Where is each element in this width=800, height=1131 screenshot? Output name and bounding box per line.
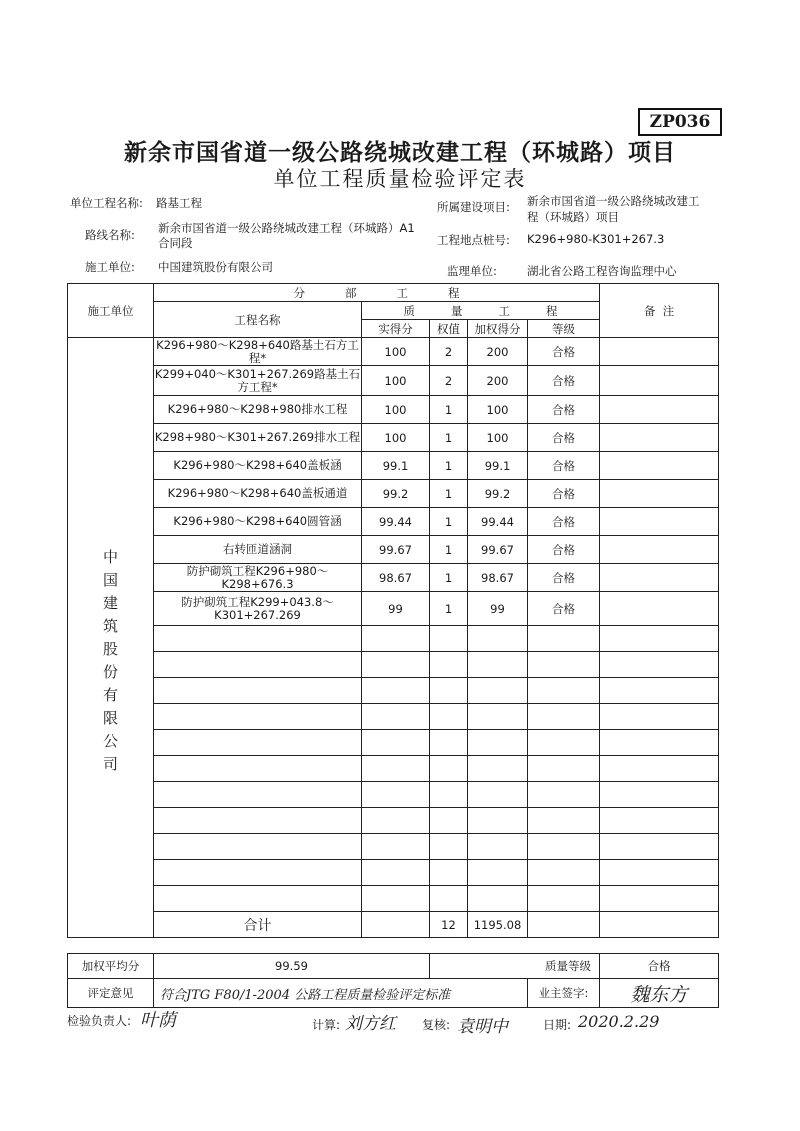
row-remark (600, 396, 719, 424)
empty-cell (600, 652, 719, 678)
row-score: 99 (362, 592, 430, 626)
section-char: 工 (396, 285, 409, 300)
empty-cell (600, 626, 719, 652)
row-remark (600, 564, 719, 592)
company-char: 有 (102, 686, 118, 704)
row-weighted: 200 (468, 338, 528, 366)
opinion-value: 符合JTG F80/1-2004 公路工程质量检验评定标准 (154, 979, 528, 1008)
row-weight: 1 (430, 396, 468, 424)
col-grade: 等级 (528, 320, 600, 338)
row-remark (600, 508, 719, 536)
company-char: 筑 (102, 617, 118, 635)
quality-grade-value: 合格 (600, 954, 719, 979)
row-weight: 2 (430, 338, 468, 366)
row-grade: 合格 (528, 396, 600, 424)
empty-cell (154, 860, 362, 886)
row-grade: 合格 (528, 424, 600, 452)
row-score: 99.67 (362, 536, 430, 564)
quality-table (67, 283, 719, 938)
row-name: 防护砌筑工程K296+980～K298+676.3 (154, 564, 362, 592)
empty-cell (600, 678, 719, 704)
total-grade (528, 912, 600, 938)
col-construction-unit: 施工单位 (68, 284, 154, 338)
company-vertical (68, 338, 154, 938)
empty-cell (154, 704, 362, 730)
empty-cell (430, 860, 468, 886)
weighted-avg-value: 99.59 (154, 954, 430, 979)
empty-cell (600, 834, 719, 860)
empty-cell (468, 860, 528, 886)
total-label: 合计 (154, 912, 362, 938)
empty-cell (528, 756, 600, 782)
row-weight: 1 (430, 480, 468, 508)
empty-cell (468, 808, 528, 834)
empty-cell (430, 808, 468, 834)
company-char: 公 (102, 732, 118, 750)
empty-cell (528, 678, 600, 704)
col-section-header (154, 284, 600, 302)
row-grade: 合格 (528, 480, 600, 508)
quality-grade-label: 质量等级 (430, 954, 600, 979)
row-name: K296+980～K298+640路基土石方工程* (154, 338, 362, 366)
row-remark (600, 424, 719, 452)
empty-cell (468, 730, 528, 756)
empty-cell (600, 730, 719, 756)
empty-cell (468, 704, 528, 730)
empty-cell (362, 756, 430, 782)
empty-cell (430, 652, 468, 678)
col-remarks: 备 注 (600, 284, 719, 338)
empty-cell (600, 756, 719, 782)
route-label: 路线名称: (85, 228, 135, 242)
review-label: 复核: (422, 1018, 451, 1032)
empty-cell (362, 652, 430, 678)
total-weighted: 1195.08 (468, 912, 528, 938)
quality-char: 量 (451, 303, 463, 318)
row-remark (600, 338, 719, 366)
row-remark (600, 366, 719, 396)
construction-unit-label: 施工单位: (85, 260, 135, 274)
company-char: 份 (102, 663, 118, 681)
row-name: K296+980～K298+640圆管涵 (154, 508, 362, 536)
row-grade: 合格 (528, 592, 600, 626)
empty-cell (600, 704, 719, 730)
empty-cell (362, 886, 430, 912)
empty-cell (154, 652, 362, 678)
empty-cell (430, 704, 468, 730)
col-quality-header (362, 302, 600, 320)
empty-cell (154, 782, 362, 808)
belong-project-label: 所属建设项目: (437, 200, 510, 214)
empty-cell (362, 834, 430, 860)
quality-char: 工 (498, 303, 511, 318)
construction-unit-value: 中国建筑股份有限公司 (158, 260, 273, 274)
row-name: K296+980～K298+640盖板通道 (154, 480, 362, 508)
total-weight: 12 (430, 912, 468, 938)
row-weighted: 100 (468, 424, 528, 452)
empty-cell (528, 652, 600, 678)
col-project-name: 工程名称 (154, 302, 362, 338)
section-char: 部 (345, 285, 357, 300)
empty-cell (528, 834, 600, 860)
row-score: 100 (362, 338, 430, 366)
empty-cell (468, 756, 528, 782)
row-remark (600, 536, 719, 564)
inspector-label: 检验负责人: (67, 1014, 132, 1028)
total-score (362, 912, 430, 938)
stake-value: K296+980-K301+267.3 (527, 232, 665, 246)
row-weighted: 200 (468, 366, 528, 396)
belong-project-value-2: 程（环城路）项目 (527, 210, 619, 224)
belong-project-value-1: 新余市国省道一级公路绕城改建工 (527, 194, 700, 208)
col-weight: 权值 (430, 320, 468, 338)
empty-cell (430, 678, 468, 704)
row-grade: 合格 (528, 366, 600, 396)
unit-project-label: 单位工程名称: (70, 196, 143, 210)
empty-cell (468, 652, 528, 678)
review-signature: 袁明中 (457, 1017, 508, 1037)
row-grade: 合格 (528, 452, 600, 480)
opinion-label: 评定意见 (68, 979, 154, 1008)
calc-signature: 刘方红 (345, 1014, 396, 1034)
empty-cell (154, 730, 362, 756)
empty-cell (528, 886, 600, 912)
row-grade: 合格 (528, 564, 600, 592)
empty-cell (468, 834, 528, 860)
empty-cell (468, 626, 528, 652)
empty-cell (430, 756, 468, 782)
row-weighted: 99.44 (468, 508, 528, 536)
row-score: 100 (362, 424, 430, 452)
company-char: 限 (102, 709, 118, 727)
row-grade: 合格 (528, 536, 600, 564)
row-weight: 1 (430, 564, 468, 592)
row-grade: 合格 (528, 508, 600, 536)
empty-cell (430, 626, 468, 652)
company-char: 司 (102, 755, 118, 773)
company-char: 国 (102, 571, 118, 589)
row-score: 99.1 (362, 452, 430, 480)
quality-char: 质 (403, 303, 416, 318)
col-score: 实得分 (362, 320, 430, 338)
quality-char: 程 (546, 303, 558, 318)
row-name: K296+980～K298+980排水工程 (154, 396, 362, 424)
empty-cell (600, 886, 719, 912)
row-weighted: 100 (468, 396, 528, 424)
empty-cell (528, 782, 600, 808)
section-char: 分 (293, 285, 306, 300)
company-char: 股 (102, 640, 118, 658)
empty-cell (154, 886, 362, 912)
inspector-signature: 叶荫 (140, 1010, 176, 1031)
row-score: 99.44 (362, 508, 430, 536)
date-value: 2020.2.29 (578, 1012, 660, 1031)
route-value-2: 合同段 (158, 236, 193, 250)
row-weight: 1 (430, 536, 468, 564)
empty-cell (154, 626, 362, 652)
supervision-label: 监理单位: (447, 264, 497, 278)
empty-cell (430, 730, 468, 756)
empty-cell (528, 730, 600, 756)
company-char: 建 (102, 594, 118, 612)
row-grade: 合格 (528, 338, 600, 366)
row-weight: 1 (430, 424, 468, 452)
row-score: 98.67 (362, 564, 430, 592)
owner-sign-value: 魏东方 (600, 979, 719, 1008)
empty-cell (468, 886, 528, 912)
row-score: 100 (362, 366, 430, 396)
empty-cell (362, 704, 430, 730)
calc-label: 计算: (312, 1018, 341, 1032)
empty-cell (362, 626, 430, 652)
row-name: K298+980～K301+267.269排水工程 (154, 424, 362, 452)
empty-cell (154, 756, 362, 782)
row-weight: 1 (430, 592, 468, 626)
row-name: 防护砌筑工程K299+043.8～K301+267.269 (154, 592, 362, 626)
company-char: 中 (102, 548, 118, 566)
form-code: ZP036 (638, 108, 722, 136)
empty-cell (154, 834, 362, 860)
empty-cell (468, 782, 528, 808)
row-weight: 1 (430, 452, 468, 480)
empty-cell (528, 626, 600, 652)
empty-cell (154, 678, 362, 704)
empty-cell (362, 808, 430, 834)
empty-cell (528, 704, 600, 730)
empty-cell (528, 860, 600, 886)
row-weight: 1 (430, 508, 468, 536)
row-name: K299+040～K301+267.269路基土石方工程* (154, 366, 361, 394)
empty-cell (600, 860, 719, 886)
section-char: 程 (448, 285, 460, 300)
page-subtitle: 单位工程质量检验评定表 (273, 167, 527, 191)
empty-cell (362, 860, 430, 886)
col-weighted: 加权得分 (468, 320, 528, 338)
row-score: 100 (362, 396, 430, 424)
weighted-avg-label: 加权平均分 (68, 954, 154, 979)
page-title: 新余市国省道一级公路绕城改建工程（环城路）项目 (124, 140, 676, 166)
empty-cell (600, 782, 719, 808)
route-value-1: 新余市国省道一级公路绕城改建工程（环城路）A1 (158, 221, 415, 235)
empty-cell (362, 678, 430, 704)
owner-sign-label: 业主签字: (528, 979, 600, 1008)
empty-cell (430, 834, 468, 860)
row-remark (600, 452, 719, 480)
empty-cell (430, 886, 468, 912)
row-weighted: 98.67 (468, 564, 528, 592)
row-weighted: 99.67 (468, 536, 528, 564)
row-remark (600, 480, 719, 508)
row-name: 右转匝道涵洞 (154, 536, 362, 564)
row-name: K296+980～K298+640盖板涵 (154, 452, 362, 480)
row-weight: 2 (430, 366, 468, 396)
empty-cell (154, 808, 362, 834)
stake-label: 工程地点桩号: (437, 233, 510, 247)
summary-table (67, 953, 719, 1008)
total-remark (600, 912, 719, 938)
empty-cell (362, 730, 430, 756)
empty-cell (362, 782, 430, 808)
row-weighted: 99 (468, 592, 528, 626)
row-score: 99.2 (362, 480, 430, 508)
row-remark (600, 592, 719, 626)
empty-cell (430, 782, 468, 808)
empty-cell (468, 678, 528, 704)
empty-cell (528, 808, 600, 834)
empty-cell (600, 808, 719, 834)
row-weighted: 99.2 (468, 480, 528, 508)
supervision-value: 湖北省公路工程咨询监理中心 (527, 264, 677, 278)
unit-project-value: 路基工程 (156, 196, 202, 210)
date-label: 日期: (543, 1018, 572, 1032)
row-weighted: 99.1 (468, 452, 528, 480)
